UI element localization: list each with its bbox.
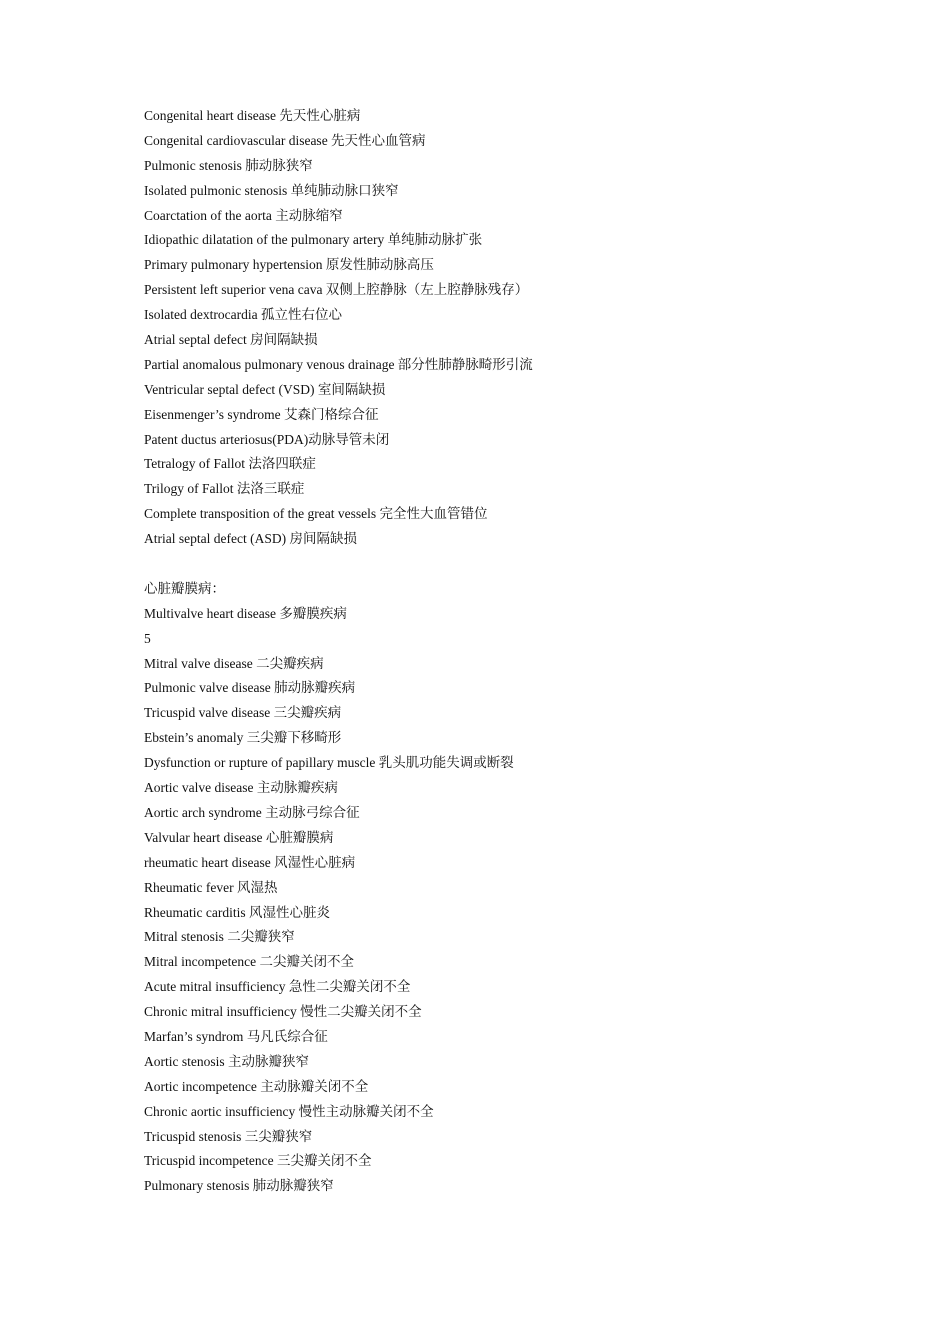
term-line: Tricuspid valve disease 三尖瓣疾病 (144, 705, 342, 721)
term-line: Pulmonary stenosis 肺动脉瓣狭窄 (144, 1178, 334, 1194)
term-line: 5 (144, 630, 151, 646)
term-line: Partial anomalous pulmonary venous drainage 部分性肺静脉畸形引流 (144, 356, 533, 372)
term-line: Multivalve heart disease 多瓣膜疾病 (144, 605, 347, 621)
term-line: rheumatic heart disease 风湿性心脏病 (144, 854, 356, 870)
term-line: Mitral incompetence 二尖瓣关闭不全 (144, 954, 354, 970)
term-line: Marfan’s syndrom 马凡氏综合征 (144, 1028, 328, 1044)
term-line: Tricuspid stenosis 三尖瓣狭窄 (144, 1128, 313, 1144)
section-heading: 心脏瓣膜病： (144, 580, 225, 596)
term-line: Aortic valve disease 主动脉瓣疾病 (144, 780, 338, 796)
term-line: Tetralogy of Fallot 法洛四联症 (144, 456, 316, 472)
term-line: Valvular heart disease 心脏瓣膜病 (144, 829, 334, 845)
term-line: Chronic aortic insufficiency 慢性主动脉瓣关闭不全 (144, 1103, 434, 1119)
term-line: Ventricular septal defect (VSD) 室间隔缺损 (144, 381, 386, 397)
term-line: Tricuspid incompetence 三尖瓣关闭不全 (144, 1153, 372, 1169)
term-line: Coarctation of the aorta 主动脉缩窄 (144, 207, 343, 223)
term-line: Rheumatic fever 风湿热 (144, 879, 278, 895)
term-line: Mitral valve disease 二尖瓣疾病 (144, 655, 324, 671)
congenital-terms-list (144, 104, 904, 552)
term-line: Rheumatic carditis 风湿性心脏炎 (144, 904, 330, 920)
term-line: Idiopathic dilatation of the pulmonary artery 单纯肺动脉扩张 (144, 232, 483, 248)
term-line: Dysfunction or rupture of papillary muscle 乳头肌功能失调或断裂 (144, 755, 514, 771)
term-line: Congenital heart disease 先天性心脏病 (144, 108, 361, 123)
term-line: Isolated pulmonic stenosis 单纯肺动脉口狭窄 (144, 182, 399, 198)
term-line: Pulmonic valve disease 肺动脉瓣疾病 (144, 680, 356, 696)
term-line: Chronic mitral insufficiency 慢性二尖瓣关闭不全 (144, 1004, 422, 1020)
term-line: Congenital cardiovascular disease 先天性心血管病 (144, 132, 426, 148)
term-line: Aortic incompetence 主动脉瓣关闭不全 (144, 1078, 369, 1094)
term-line: Isolated dextrocardia 孤立性右位心 (144, 307, 342, 323)
term-line: Complete transposition of the great vessels 完全性大血管错位 (144, 506, 488, 522)
term-line: Eisenmenger’s syndrome 艾森门格综合征 (144, 406, 379, 422)
term-line: Trilogy of Fallot 法洛三联症 (144, 481, 305, 497)
term-line: Atrial septal defect (ASD) 房间隔缺损 (144, 531, 357, 547)
term-line: Atrial septal defect 房间隔缺损 (144, 332, 318, 348)
document-page (144, 104, 904, 1199)
section-gap (144, 552, 904, 577)
term-line: Mitral stenosis 二尖瓣狭窄 (144, 929, 295, 945)
term-line: Persistent left superior vena cava 双侧上腔静脉（左上腔静脉残存） (144, 282, 529, 298)
term-line: Pulmonic stenosis 肺动脉狭窄 (144, 157, 313, 173)
term-line: Patent ductus arteriosus(PDA)动脉导管未闭 (144, 431, 390, 447)
valvular-terms-list (144, 602, 904, 1199)
term-line: Aortic stenosis 主动脉瓣狭窄 (144, 1053, 309, 1069)
term-line: Primary pulmonary hypertension 原发性肺动脉高压 (144, 257, 434, 273)
term-line: Acute mitral insufficiency 急性二尖瓣关闭不全 (144, 979, 411, 995)
term-line: Ebstein’s anomaly 三尖瓣下移畸形 (144, 730, 342, 746)
term-line: Aortic arch syndrome 主动脉弓综合征 (144, 804, 360, 820)
